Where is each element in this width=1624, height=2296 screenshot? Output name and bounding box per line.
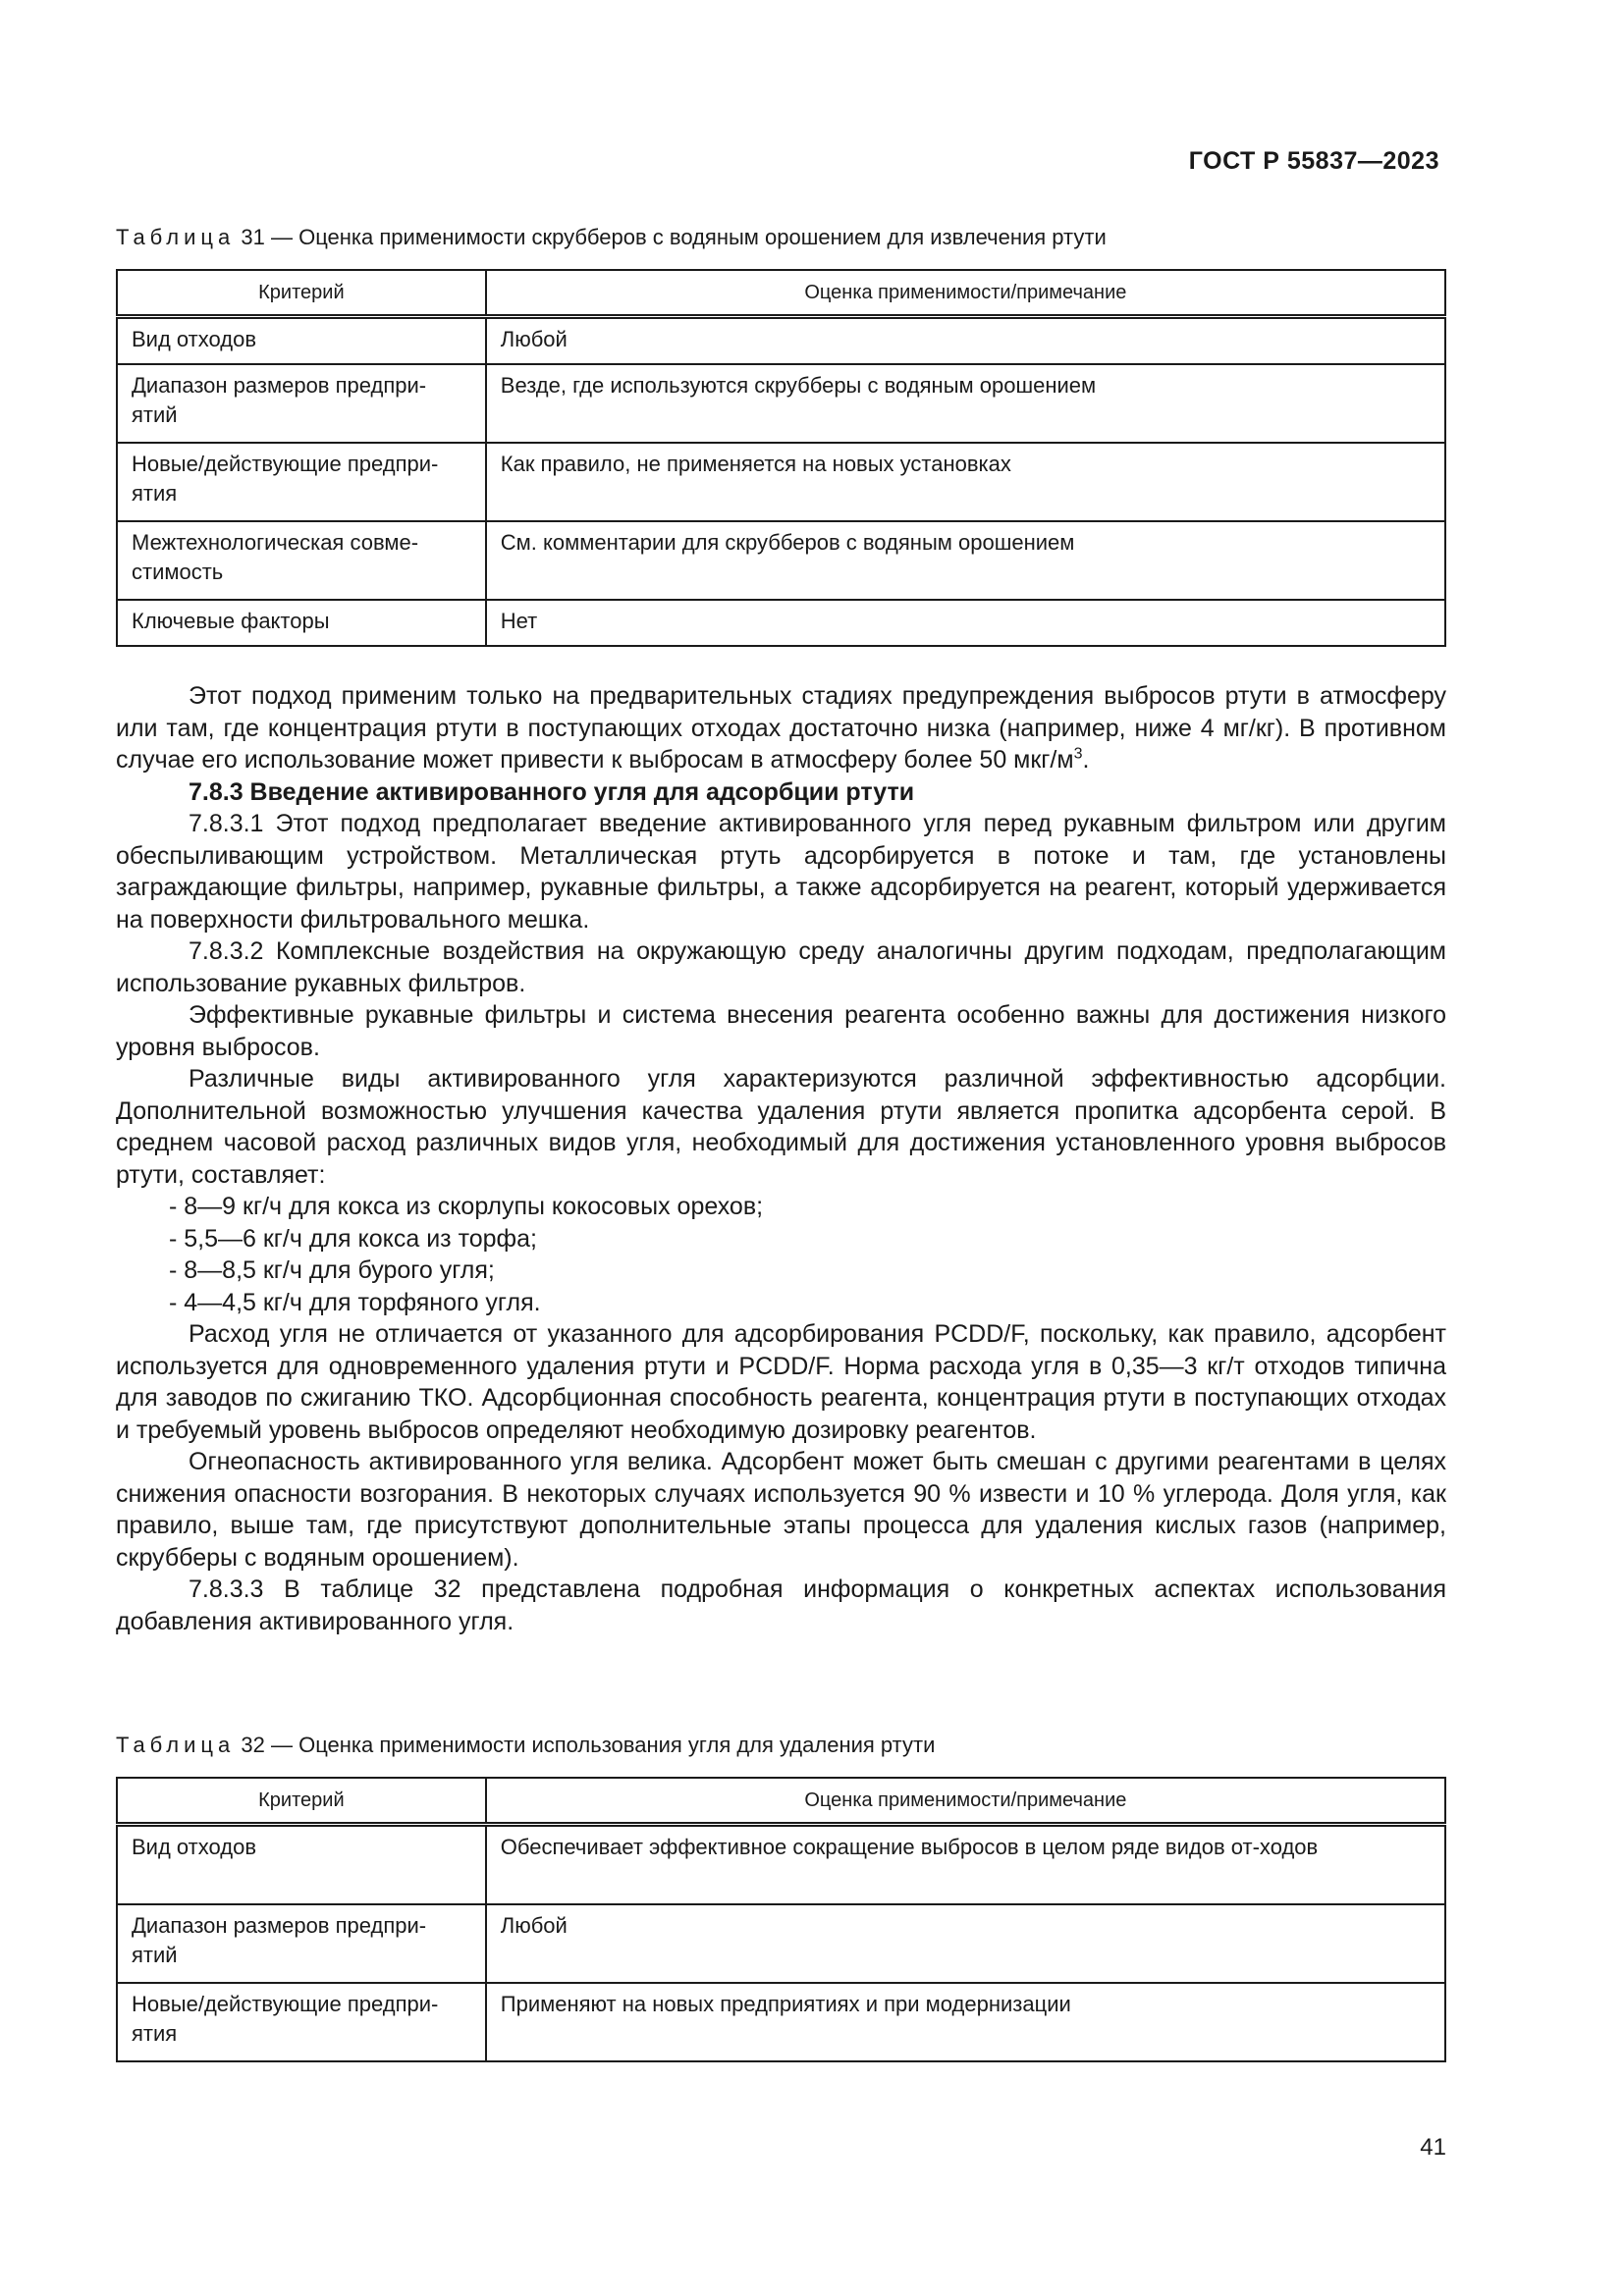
list-item: - 4—4,5 кг/ч для торфяного угля. bbox=[169, 1288, 541, 1316]
criterion-cell: Межтехнологическая совме-стимость bbox=[117, 521, 486, 600]
table-row bbox=[117, 600, 1445, 646]
criterion-cell: Диапазон размеров предпри-ятий bbox=[117, 1904, 486, 1983]
assessment-cell: Как правило, не применяется на новых установках bbox=[486, 443, 1445, 521]
column-header-assessment: Оценка применимости/примечание bbox=[486, 270, 1445, 317]
criterion-cell: Вид отходов bbox=[117, 1825, 486, 1905]
column-header-criterion: Критерий bbox=[117, 1778, 486, 1825]
paragraph: 7.8.3.1 Этот подход предполагает введение активированного угля перед рукавным фильтром или другим обеспыливающим устройством. Металлическая ртуть адсорбируется в потоке и там, где установлены заграждающие фильтры, например, рукавные фильтры, а также адсорбируется на реагент, который удерживается на поверхности фильтровального мешка. bbox=[116, 810, 1446, 934]
table-row bbox=[117, 443, 1445, 521]
table-32 bbox=[116, 1777, 1446, 2062]
table-32-caption bbox=[116, 1732, 935, 1759]
criterion-cell: Ключевые факторы bbox=[117, 600, 486, 646]
table-row bbox=[117, 521, 1445, 600]
table-row bbox=[117, 317, 1445, 365]
document-code: ГОСТ Р 55837—2023 bbox=[1188, 147, 1439, 175]
page-number: 41 bbox=[1420, 2134, 1446, 2161]
paragraph: Эффективные рукавные фильтры и система внесения реагента особенно важны для достижения низкого уровня выбросов. bbox=[116, 1001, 1446, 1061]
column-header-assessment: Оценка применимости/примечание bbox=[486, 1778, 1445, 1825]
criterion-cell: Диапазон размеров предпри-ятий bbox=[117, 364, 486, 443]
assessment-cell: Любой bbox=[486, 317, 1445, 365]
body-text bbox=[116, 680, 1446, 1637]
table-32-title: 32 — Оценка применимости использования угля для удаления ртути bbox=[241, 1733, 936, 1757]
assessment-cell: Везде, где используются скрубберы с водяным орошением bbox=[486, 364, 1445, 443]
paragraph: Огнеопасность активированного угля велика. Адсорбент может быть смешан с другими реагентами в целях снижения опасности возгорания. В некоторых случаях используется 90 % извести и 10 % углерода. Доля угля, как правило, выше там, где присутствуют дополнительные этапы процесса для удаления кислых газов (например, скрубберы с водяным орошением). bbox=[116, 1448, 1446, 1572]
table-31 bbox=[116, 269, 1446, 647]
paragraph bbox=[116, 680, 1446, 776]
superscript: 3 bbox=[1073, 745, 1083, 763]
table-header-row bbox=[117, 1778, 1445, 1825]
table-row bbox=[117, 1983, 1445, 2061]
criterion-cell: Новые/действующие предпри-ятия bbox=[117, 1983, 486, 2061]
paragraph: 7.8.3.2 Комплексные воздействия на окружающую среду аналогичны другим подходам, предполагающим использование рукавных фильтров. bbox=[116, 937, 1446, 997]
assessment-cell: Обеспечивает эффективное сокращение выбросов в целом ряде видов от-ходов bbox=[486, 1825, 1445, 1905]
table-row bbox=[117, 1825, 1445, 1905]
assessment-cell: Любой bbox=[486, 1904, 1445, 1983]
table-31-title: 31 — Оценка применимости скрубберов с водяным орошением для извлечения ртути bbox=[241, 225, 1107, 249]
paragraph: Расход угля не отличается от указанного для адсорбирования PCDD/F, поскольку, как правило, адсорбент используется для одновременного удаления ртути и PCDD/F. Норма расхода угля в 0,35—3 кг/т отходов типична для заводов по сжиганию ТКО. Адсорбционная способность реагента, концентрация ртути в поступающих отходах и требуемый уровень выбросов определяют необходимую дозировку реагентов. bbox=[116, 1320, 1446, 1444]
section-heading: 7.8.3 Введение активированного угля для адсорбции ртути bbox=[189, 777, 915, 806]
list-item: - 8—8,5 кг/ч для бурого угля; bbox=[169, 1256, 495, 1284]
list-item: - 8—9 кг/ч для кокса из скорлупы кокосовых орехов; bbox=[169, 1193, 764, 1220]
list-item: - 5,5—6 кг/ч для кокса из торфа; bbox=[169, 1224, 537, 1253]
table-32-label: Таблица bbox=[116, 1733, 236, 1757]
table-31-caption bbox=[116, 224, 1107, 251]
assessment-cell: Нет bbox=[486, 600, 1445, 646]
assessment-cell: Применяют на новых предприятиях и при модернизации bbox=[486, 1983, 1445, 2061]
criterion-cell: Новые/действующие предпри-ятия bbox=[117, 443, 486, 521]
paragraph: Различные виды активированного угля характеризуются различной эффективностью адсорбции. Дополнительной возможностью улучшения качества удаления ртути является пропитка адсорбента серой. В среднем часовой расход различных видов угля, необходимый для достижения установленного уровня выбросов ртути, составляет: bbox=[116, 1065, 1446, 1189]
table-row bbox=[117, 1904, 1445, 1983]
paragraph-end: . bbox=[1082, 746, 1090, 774]
assessment-cell: См. комментарии для скрубберов с водяным орошением bbox=[486, 521, 1445, 600]
paragraph: 7.8.3.3 В таблице 32 представлена подробная информация о конкретных аспектах использования добавления активированного угля. bbox=[116, 1575, 1446, 1635]
paragraph-text: Этот подход применим только на предварительных стадиях предупреждения выбросов ртути в атмосферу или там, где концентрация ртути в поступающих отходах достаточно низка (например, ниже 4 мг/кг). В противном случае его использование может привести к выбросам в атмосферу более 50 мкг/м bbox=[116, 682, 1446, 774]
criterion-cell: Вид отходов bbox=[117, 317, 486, 365]
table-row bbox=[117, 364, 1445, 443]
column-header-criterion: Критерий bbox=[117, 270, 486, 317]
table-header-row bbox=[117, 270, 1445, 317]
table-31-label: Таблица bbox=[116, 225, 236, 249]
